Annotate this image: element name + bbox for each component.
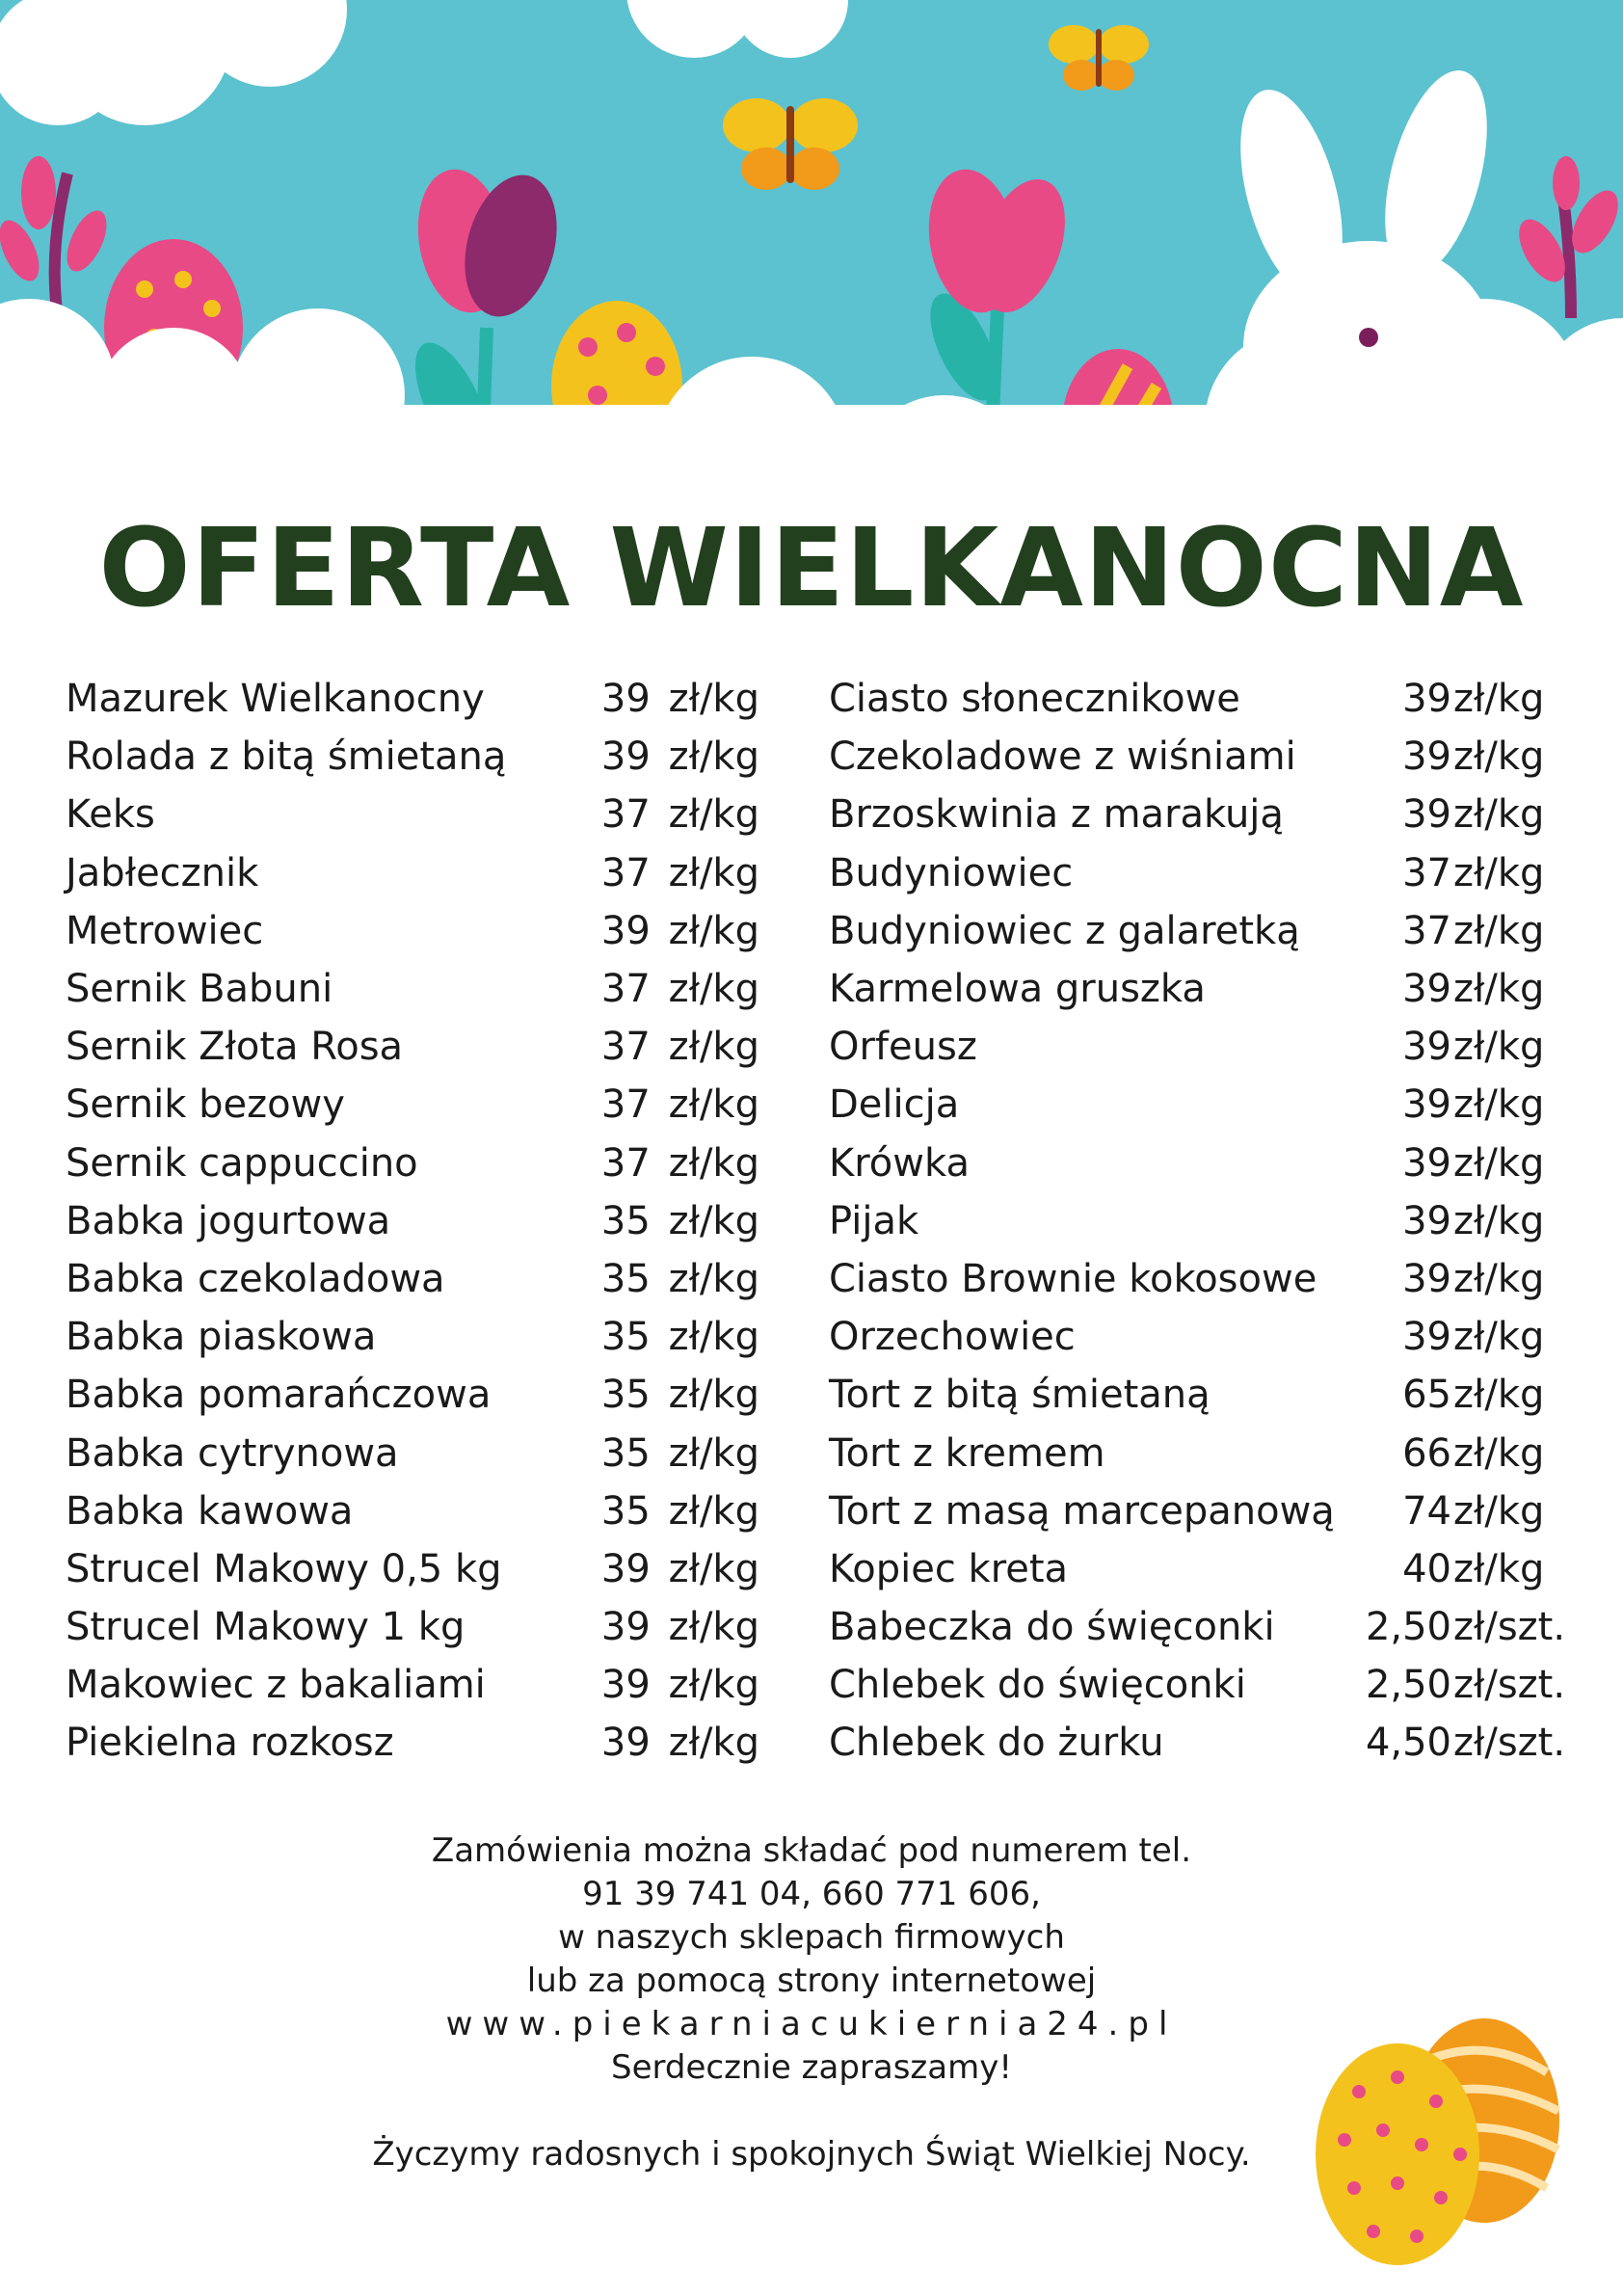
- menu-item-unit: zł/kg: [668, 1140, 759, 1186]
- menu-item-unit: zł/kg: [1453, 1488, 1545, 1534]
- menu-item-price: 39: [1402, 1315, 1451, 1360]
- menu-item-price: 37: [1402, 850, 1451, 895]
- menu-item: [829, 960, 1600, 1018]
- menu-item-price: 37: [1402, 908, 1451, 953]
- menu-item-unit: zł/kg: [668, 1373, 759, 1418]
- menu-item-unit: zł/szt.: [1453, 1721, 1566, 1766]
- order-info-line: w naszych sklepach firmowych: [558, 1918, 1065, 1957]
- menu-left-column: [66, 670, 759, 1773]
- menu-item: [66, 1714, 759, 1772]
- menu-item-name: Rolada z bitą śmietaną: [66, 734, 507, 780]
- menu-item-unit: zł/kg: [1453, 1082, 1545, 1128]
- menu-item-unit: zł/kg: [1453, 734, 1545, 780]
- menu-item-price: 39: [1402, 1198, 1451, 1243]
- menu-item-unit: zł/szt.: [1453, 1605, 1566, 1650]
- menu-item-price: 66: [1402, 1430, 1451, 1476]
- menu-item: [66, 1598, 759, 1656]
- menu-item: [66, 1366, 759, 1424]
- menu-item-price: 74: [1402, 1488, 1451, 1534]
- menu-item-name: Babka piaskowa: [66, 1315, 377, 1360]
- menu-item-price: 35: [600, 1373, 651, 1418]
- menu-item-name: Budyniowiec z galaretką: [829, 908, 1300, 953]
- menu-item: [829, 1366, 1600, 1424]
- easter-egg-icon: [1316, 2043, 1479, 2265]
- menu-item-unit: zł/kg: [1453, 1430, 1545, 1476]
- menu-item-price: 4,50: [1365, 1721, 1451, 1766]
- menu-item-price: 37: [600, 1025, 651, 1070]
- menu-item-unit: zł/kg: [1453, 1315, 1545, 1360]
- menu-item-price: 39: [1402, 967, 1451, 1012]
- menu-item-name: Sernik bezowy: [66, 1082, 345, 1128]
- menu-item-price: 39: [1402, 1025, 1451, 1070]
- menu-item: [829, 1598, 1600, 1656]
- menu-item-unit: zł/kg: [668, 1663, 759, 1708]
- menu-item-unit: zł/kg: [668, 1605, 759, 1650]
- menu-item: [66, 786, 759, 843]
- menu-item: [66, 1192, 759, 1250]
- menu-item: [829, 902, 1600, 960]
- menu-item-unit: zł/kg: [668, 792, 759, 838]
- menu-item-name: Babeczka do święconki: [829, 1605, 1275, 1650]
- menu-item-name: Babka pomarańczowa: [66, 1373, 492, 1418]
- menu-item-name: Strucel Makowy 1 kg: [66, 1605, 466, 1650]
- menu-item: [829, 1250, 1600, 1308]
- menu-item-unit: zł/kg: [1453, 1025, 1545, 1070]
- menu-item-name: Babka cytrynowa: [66, 1430, 399, 1476]
- menu-item-unit: zł/kg: [668, 677, 759, 722]
- menu-item: [829, 1192, 1600, 1250]
- menu-item-price: 39: [600, 1546, 651, 1591]
- menu-item-unit: zł/kg: [668, 1546, 759, 1591]
- menu-right-column: [829, 670, 1600, 1773]
- menu-item: [829, 1018, 1600, 1076]
- menu-item-unit: zł/kg: [668, 1315, 759, 1360]
- menu-item: [829, 670, 1600, 728]
- menu-item-unit: zł/kg: [1453, 1140, 1545, 1186]
- menu-item-name: Karmelowa gruszka: [829, 967, 1206, 1012]
- easter-wishes: Życzymy radosnych i spokojnych Świąt Wielkiej Nocy.: [372, 2135, 1251, 2174]
- menu-item-price: 39: [600, 1663, 651, 1708]
- menu-item-price: 39: [1402, 734, 1451, 780]
- menu-item-unit: zł/kg: [668, 1256, 759, 1301]
- menu-item-unit: zł/kg: [668, 1488, 759, 1534]
- menu-item-unit: zł/kg: [668, 1198, 759, 1243]
- menu-item: [829, 1482, 1600, 1540]
- menu-item: [829, 1424, 1600, 1482]
- menu-item-name: Babka kawowa: [66, 1488, 354, 1534]
- menu-item: [66, 1656, 759, 1714]
- menu-item-price: 39: [600, 908, 651, 953]
- menu-item-price: 39: [600, 1605, 651, 1650]
- menu-item-name: Keks: [66, 792, 155, 838]
- menu-item: [829, 1540, 1600, 1598]
- menu-item-name: Ciasto Brownie kokosowe: [829, 1256, 1317, 1301]
- menu-item-unit: zł/kg: [668, 1430, 759, 1476]
- menu-item-name: Tort z masą marcepanową: [829, 1488, 1335, 1534]
- menu-item-name: Pijak: [829, 1198, 919, 1243]
- menu-item-name: Brzoskwinia z marakują: [829, 792, 1284, 838]
- menu-item: [66, 1018, 759, 1076]
- menu-item-unit: zł/kg: [668, 908, 759, 953]
- menu-item-name: Makowiec z bakaliami: [66, 1663, 486, 1708]
- menu-item-name: Metrowiec: [66, 908, 264, 953]
- menu-item-name: Tort z kremem: [829, 1430, 1105, 1476]
- menu-item-price: 37: [600, 792, 651, 838]
- menu-item: [66, 1540, 759, 1598]
- menu-item-name: Babka czekoladowa: [66, 1256, 445, 1301]
- menu-item-price: 39: [1402, 1256, 1451, 1301]
- menu-item-name: Delicja: [829, 1082, 960, 1128]
- menu-item-unit: zł/kg: [1453, 850, 1545, 895]
- menu-item-name: Chlebek do święconki: [829, 1663, 1246, 1708]
- menu-item-price: 35: [600, 1315, 651, 1360]
- menu-item: [66, 902, 759, 960]
- menu-item-name: Kopiec kreta: [829, 1546, 1069, 1591]
- menu-item-name: Ciasto słonecznikowe: [829, 677, 1240, 722]
- menu-item-price: 2,50: [1365, 1605, 1451, 1650]
- menu-item-unit: zł/szt.: [1453, 1663, 1566, 1708]
- menu-item-unit: zł/kg: [668, 967, 759, 1012]
- menu-item-name: Tort z bitą śmietaną: [829, 1373, 1211, 1418]
- menu-item-unit: zł/kg: [668, 1025, 759, 1070]
- menu-item-name: Sernik cappuccino: [66, 1140, 418, 1186]
- menu-item-price: 35: [600, 1198, 651, 1243]
- menu-item-price: 37: [600, 1082, 651, 1128]
- menu-item-price: 39: [600, 677, 651, 722]
- menu-item-name: Orzechowiec: [829, 1315, 1076, 1360]
- menu-item-name: Jabłecznik: [66, 850, 259, 895]
- menu-item-unit: zł/kg: [1453, 1256, 1545, 1301]
- menu-item-name: Krówka: [829, 1140, 970, 1186]
- menu-item-unit: zł/kg: [1453, 677, 1545, 722]
- menu-item-price: 35: [600, 1430, 651, 1476]
- easter-eggs-corner: [1306, 1995, 1566, 2284]
- menu-item-unit: zł/kg: [1453, 1373, 1545, 1418]
- menu-item-price: 65: [1402, 1373, 1451, 1418]
- menu-item: [66, 960, 759, 1018]
- menu-item-name: Chlebek do żurku: [829, 1721, 1164, 1766]
- menu-item-price: 39: [600, 1721, 651, 1766]
- phone-numbers: 91 39 741 04, 660 771 606,: [582, 1875, 1041, 1913]
- menu-item-name: Orfeusz: [829, 1025, 977, 1070]
- menu-item-unit: zł/kg: [668, 734, 759, 780]
- menu-item-price: 35: [600, 1256, 651, 1301]
- menu-item: [829, 1656, 1600, 1714]
- menu-item: [829, 728, 1600, 786]
- menu-item-unit: zł/kg: [1453, 1198, 1545, 1243]
- menu-item-name: Budyniowiec: [829, 850, 1074, 895]
- website-link[interactable]: www.piekarniacukiernia24.pl: [445, 2005, 1178, 2043]
- menu-item-unit: zł/kg: [1453, 1546, 1545, 1591]
- menu-item-price: 39: [1402, 677, 1451, 722]
- menu-item-price: 39: [1402, 792, 1451, 838]
- menu-item-price: 40: [1402, 1546, 1451, 1591]
- menu-item-name: Sernik Złota Rosa: [66, 1025, 404, 1070]
- butterfly-icon: [723, 98, 858, 190]
- menu-item: [829, 844, 1600, 902]
- menu-item-price: 37: [600, 967, 651, 1012]
- menu-item-name: Strucel Makowy 0,5 kg: [66, 1546, 502, 1591]
- easter-header-illustration: [0, 0, 1623, 540]
- menu-item: [66, 1250, 759, 1308]
- menu-item-price: 39: [1402, 1140, 1451, 1186]
- menu-item: [829, 1308, 1600, 1366]
- invitation-text: Serdecznie zapraszamy!: [611, 2048, 1012, 2087]
- menu-item: [66, 1076, 759, 1134]
- menu-item: [66, 1482, 759, 1540]
- menu-item-name: Babka jogurtowa: [66, 1198, 391, 1243]
- menu-item: [66, 844, 759, 902]
- menu-item: [66, 728, 759, 786]
- menu-item-price: 2,50: [1365, 1663, 1451, 1708]
- menu-item-unit: zł/kg: [668, 1082, 759, 1128]
- menu-item: [66, 670, 759, 728]
- menu-item-price: 37: [600, 1140, 651, 1186]
- menu-item: [829, 1714, 1600, 1772]
- menu-item: [66, 1308, 759, 1366]
- menu-item-unit: zł/kg: [1453, 967, 1545, 1012]
- page-title: OFERTA WIELKANOCNA: [98, 506, 1525, 631]
- menu-item-name: Mazurek Wielkanocny: [66, 677, 485, 722]
- menu-item-price: 39: [600, 734, 651, 780]
- menu-item-price: 39: [1402, 1082, 1451, 1128]
- menu-item-name: Piekielna rozkosz: [66, 1721, 394, 1766]
- menu-item-name: Czekoladowe z wiśniami: [829, 734, 1296, 780]
- menu-item-unit: zł/kg: [668, 850, 759, 895]
- order-info-line: Zamówienia można składać pod numerem tel.: [431, 1831, 1192, 1870]
- menu-item: [829, 1135, 1600, 1192]
- menu-item-unit: zł/kg: [1453, 792, 1545, 838]
- menu-item: [829, 1076, 1600, 1134]
- menu-item-unit: zł/kg: [1453, 908, 1545, 953]
- menu-item-price: 35: [600, 1488, 651, 1534]
- menu-item: [66, 1135, 759, 1192]
- menu-item-price: 37: [600, 850, 651, 895]
- menu-item: [66, 1424, 759, 1482]
- menu-item-unit: zł/kg: [668, 1721, 759, 1766]
- order-info-line: lub za pomocą strony internetowej: [526, 1962, 1097, 2000]
- menu-item: [829, 786, 1600, 843]
- menu-item-name: Sernik Babuni: [66, 967, 333, 1012]
